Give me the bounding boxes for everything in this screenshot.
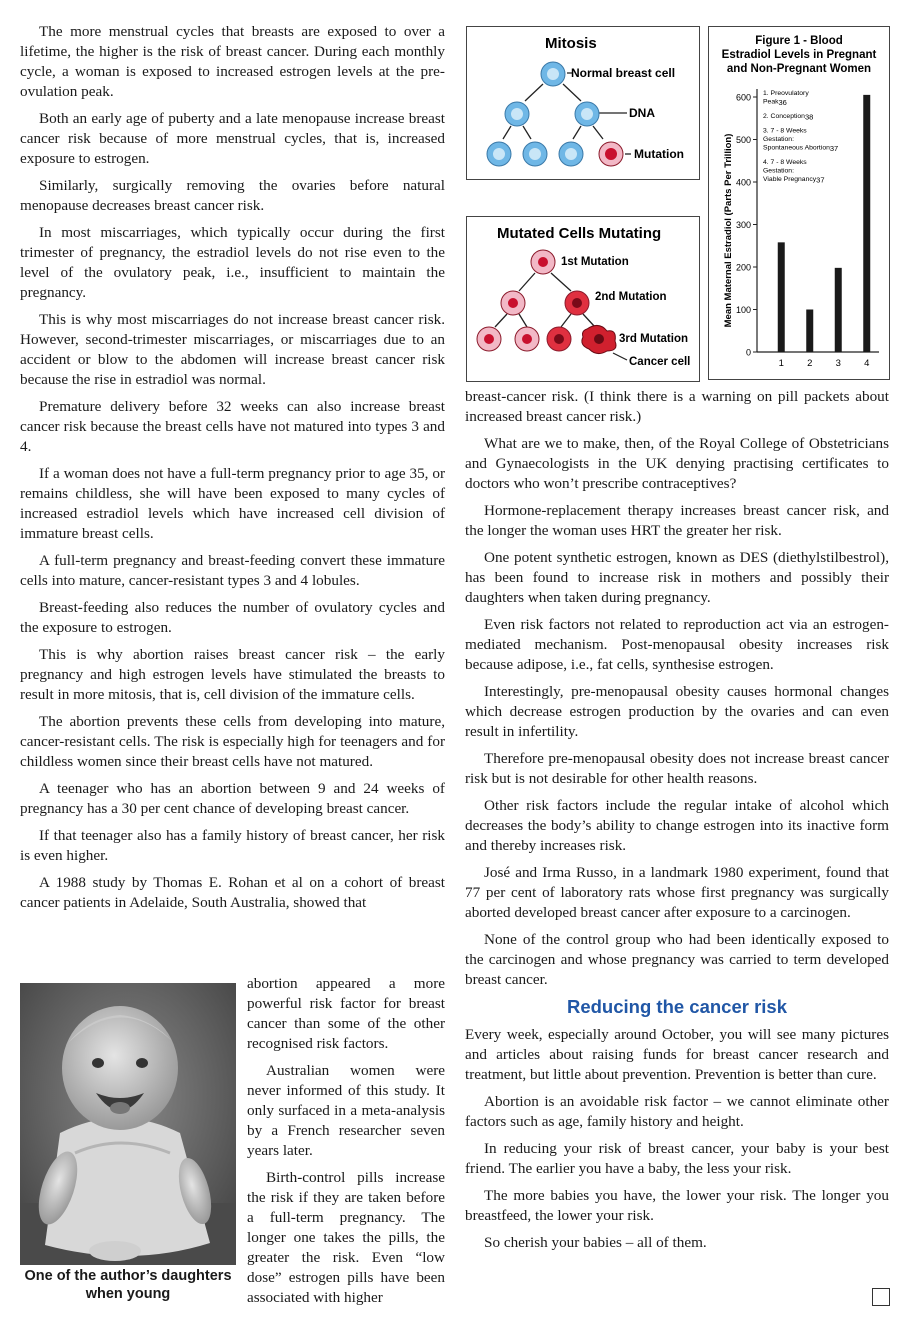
chart-title-line: Estradiol Levels in Pregnant — [721, 49, 877, 61]
label-dna: DNA — [629, 106, 655, 120]
mutation-cell-icon — [599, 142, 623, 166]
legend-ref: 38 — [804, 112, 814, 122]
end-of-article-box — [872, 1288, 890, 1306]
paragraph: Breast-feeding also reduces the number of ovulatory cycles and the exposure to estrogen. — [20, 599, 445, 636]
label-3rd-mutation: 3rd Mutation — [619, 333, 688, 345]
legend-ref: 37 — [829, 144, 839, 153]
paragraph: Every week, especially around October, you will see many pictures and articles about raising funds for breast cancer research and treatment, but little about prevention. Prevention is better than cure. — [465, 1026, 889, 1083]
y-axis-label: Mean Maternal Estradiol (Parts Per Trillion) — [723, 133, 734, 328]
chart-bar — [778, 242, 785, 352]
paragraph: In most miscarriages, which typically occur during the first trimester of pregnancy, the estradiol levels do not rise even to the level of the ovulatory peak, i.e., insufficient to maintain the pregnancy. — [20, 224, 445, 301]
cancer-cell-icon — [582, 325, 616, 353]
legend-ref: 36 — [778, 98, 787, 107]
paragraph: The abortion prevents these cells from developing into mature, cancer-resistant cells. The risk is especially high for teenagers and for childless women since their breast cells have not matured. — [20, 713, 445, 770]
chart-legend-text: 2. Conception38 — [763, 112, 814, 122]
label-cancer-cell: Cancer cell — [629, 356, 691, 368]
chart-legend-text: Spontaneous Abortion37 — [763, 144, 839, 153]
chart-legend-text: Viable Pregnancy37 — [763, 175, 825, 185]
paragraph: Hormone-replacement therapy increases breast cancer risk, and the longer the woman uses HRT the greater her risk. — [465, 502, 889, 539]
paragraph: Other risk factors include the regular intake of alcohol which decreases the body’s ability to change estrogen into its inactive form and thereby increases risk. — [465, 797, 889, 854]
chart-legend-text: Gestation: — [763, 167, 794, 175]
chart-bar — [863, 95, 870, 352]
paragraph: The more babies you have, the lower your risk. The longer you breastfeed, the lower your risk. — [465, 1187, 889, 1224]
x-tick-label: 3 — [835, 358, 841, 369]
y-tick-label: 0 — [745, 347, 751, 358]
mutated-cells-figure — [466, 216, 700, 382]
paragraph: A full-term pregnancy and breast-feeding convert these immature cells into mature, cancer-resistant types 3 and 4 lobules. — [20, 552, 445, 589]
y-tick-label: 600 — [735, 92, 751, 103]
normal-breast-cell-icon — [541, 62, 565, 86]
paragraph: The more menstrual cycles that breasts are exposed to over a lifetime, the higher is the risk of breast cancer. During each monthly cycle, a woman is exposed to increased estrogen levels at the pre-ovulation peak. — [20, 23, 445, 100]
paragraph: A 1988 study by Thomas E. Rohan et al on a cohort of breast cancer patients in Adelaide, South Australia, showed that — [20, 874, 445, 911]
mutated-title: Mutated Cells Mutating — [497, 225, 662, 242]
chart-legend-text: 4. 7 - 8 Weeks — [763, 159, 807, 166]
baby-photo-illustration — [20, 983, 236, 1265]
paragraph: So cherish your babies – all of them. — [484, 1234, 707, 1251]
paragraph: This is why abortion raises breast cancer risk – the early pregnancy and high estrogen levels have stimulated the breasts to result in more mitosis, that is, cell division of the immature cells. — [20, 646, 445, 703]
chart-legend-text: Gestation: — [763, 136, 794, 143]
label-normal-breast-cell: Normal breast cell — [571, 66, 676, 80]
paragraph: Birth-control pills increase the risk if they are taken before a full-term pregnancy. The longer one takes the pills, the greater the risk. Even “low dose” estrogen pills have been associated with higher — [247, 1169, 445, 1306]
paragraph: Australian women were never informed of this study. It only surfaced in a meta-analysis by a French researcher seven years later. — [247, 1062, 445, 1159]
y-tick-label: 100 — [735, 305, 751, 315]
paragraph: None of the control group who had been identically exposed to the carcinogen and whose pregnancy was carried to term developed breast cancer. — [465, 931, 889, 988]
paragraph: If that teenager also has a family history of breast cancer, her risk is even higher. — [20, 827, 445, 864]
paragraph: Similarly, surgically removing the ovaries before natural menopause decreases breast cancer risk. — [20, 177, 445, 214]
paragraph: Therefore pre-menopausal obesity does not increase breast cancer risk but is not desirable for other health reasons. — [465, 750, 889, 787]
paragraph: A teenager who has an abortion between 9 and 24 weeks of pregnancy has a 30 per cent chance of developing breast cancer. — [20, 780, 445, 817]
chart-bar — [806, 310, 813, 353]
estradiol-chart — [708, 26, 890, 380]
y-tick-label: 300 — [735, 220, 751, 230]
right-column — [465, 387, 889, 1260]
paragraph: If a woman does not have a full-term pregnancy prior to age 35, or remains childless, she will have been exposed to many cycles of increased estradiol levels which have increased cell division of immature breast cells. — [20, 465, 445, 542]
estradiol-chart-svg — [709, 27, 889, 379]
left-wrap-column — [247, 974, 445, 1315]
chart-legend-text: Peak36 — [763, 98, 787, 107]
paragraph: abortion appeared a more powerful risk factor for breast cancer than some of the other recognised risk factors. — [247, 975, 445, 1052]
y-tick-label: 500 — [735, 135, 751, 145]
section-heading: Reducing the cancer risk — [566, 996, 788, 1017]
mitosis-title: Mitosis — [545, 35, 597, 52]
paragraph: Even risk factors not related to reproduction act via an estrogen-mediated mechanism. Post-menopausal obesity increases risk because adipose, i.e., fat cells, synthesise estrogen. — [465, 616, 889, 673]
x-tick-label: 1 — [778, 358, 784, 369]
baby-photo — [20, 983, 236, 1265]
chart-bar — [835, 268, 842, 352]
chart-legend-text: 1. Preovulatory — [763, 90, 809, 97]
chart-legend-text: 3. 7 - 8 Weeks — [763, 127, 807, 135]
photo-caption: One of the author’s daughters when young — [24, 1268, 232, 1302]
chart-title-line: and Non-Pregnant Women — [726, 63, 872, 75]
y-tick-label: 200 — [735, 262, 751, 273]
paragraph: In reducing your risk of breast cancer, your baby is your best friend. The earlier you have a baby, the less your risk. — [465, 1140, 889, 1177]
paragraph: breast-cancer risk. (I think there is a warning on pill packets about increased breast cancer risk.) — [465, 388, 889, 425]
x-tick-label: 2 — [807, 358, 813, 369]
label-mutation: Mutation — [634, 147, 684, 161]
paragraph: José and Irma Russo, in a landmark 1980 experiment, found that 77 per cent of laboratory rats whose first pregnancy was surgically aborted developed breast cancer after exposure to a carcinogen. — [465, 864, 889, 921]
paragraph: Premature delivery before 32 weeks can also increase breast cancer risk because the breast cells have not matured into types 3 and 4. — [20, 398, 445, 455]
y-tick-label: 400 — [735, 177, 751, 188]
label-1st-mutation: 1st Mutation — [561, 256, 629, 268]
left-column — [20, 22, 445, 920]
paragraph: Interestingly, pre-menopausal obesity causes hormonal changes which decrease estrogen production by the ovaries and can even result in infertility. — [465, 683, 889, 740]
mitosis-figure — [466, 26, 700, 180]
paragraph: Abortion is an avoidable risk factor – we cannot eliminate other factors such as age, family history and height. — [465, 1093, 889, 1130]
paragraph: One potent synthetic estrogen, known as DES (diethylstilbestrol), has been found to increase risk in mothers and possibly their daughters when taken during pregnancy. — [465, 549, 889, 606]
paragraph: Both an early age of puberty and a late menopause increase breast cancer risk because of more menstrual cycles, that is, increased exposure to estrogen. — [20, 110, 445, 167]
label-2nd-mutation: 2nd Mutation — [595, 291, 667, 303]
x-tick-label: 4 — [864, 358, 870, 369]
chart-title-line: Figure 1 - Blood — [755, 35, 843, 47]
legend-ref: 37 — [816, 175, 825, 185]
paragraph: This is why most miscarriages do not increase breast cancer risk. However, second-trimester miscarriages, or miscarriages due to an accident or blow to the abdomen will increase breast cancer risk because the rise in estradiol was normal. — [20, 311, 445, 388]
paragraph: What are we to make, then, of the Royal College of Obstetricians and Gynaecologists in the UK denying practising certificates to doctors who won’t prescribe contraceptives? — [465, 435, 889, 492]
